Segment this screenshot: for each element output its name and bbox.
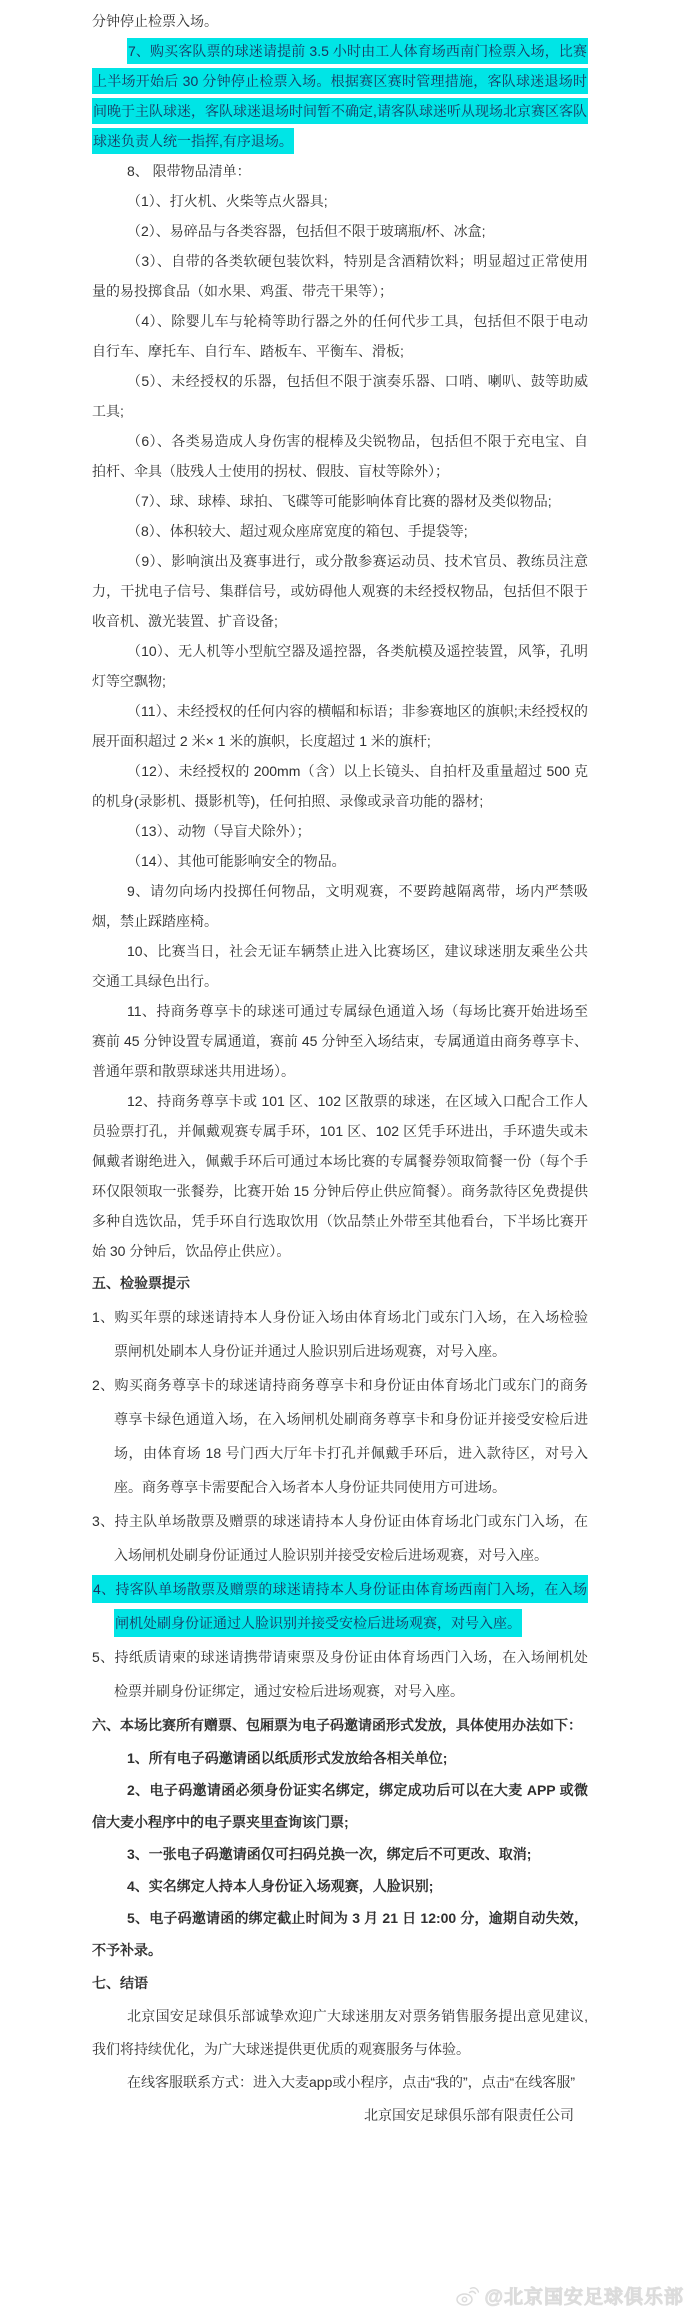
paragraph: （10）、无人机等小型航空器及遥控器，各类航模及遥控装置，风筝，孔明灯等空飘物; — [92, 643, 588, 689]
paragraph: 9、请勿向场内投掷任何物品，文明观赛，不要跨越隔离带，场内严禁吸烟，禁止踩踏座椅。 — [92, 883, 588, 929]
paragraph: 七、结语 — [92, 1975, 148, 1991]
paragraph: （6）、各类易造成人身伤害的棍棒及尖锐物品，包括但不限于充电宝、自拍杆、伞具（肢残人士使用的拐杖、假肢、盲杖等除外）； — [92, 433, 588, 479]
paragraph: （8）、体积较大、超过观众座席宽度的箱包、手提袋等; — [127, 523, 468, 539]
paragraph: 五、检验票提示 — [92, 1275, 190, 1291]
paragraph: （3）、自带的各类软硬包装饮料，特别是含酒精饮料；明显超过正常使用量的易投掷食品（如水果、鸡蛋、带壳干果等）； — [92, 253, 588, 299]
paragraph: （9）、影响演出及赛事进行，或分散参赛运动员、技术官员、教练员注意力，干扰电子信号、集群信号，或妨碍他人观赛的未经授权物品，包括但不限于收音机、激光装置、扩音设备; — [92, 553, 588, 629]
paragraph: （12）、未经授权的 200mm（含）以上长镜头、自拍杆及重量超过 500 克的机身(录影机、摄影机等)，任何拍照、录像或录音功能的器材; — [92, 763, 588, 809]
paragraph: 1、所有电子码邀请函以纸质形式发放给各相关单位; — [127, 1750, 448, 1766]
paragraph: 1、购买年票的球迷请持本人身份证入场由体育场北门或东门入场，在入场检验票闸机处刷本人身份证并通过人脸识别后进场观赛，对号入座。 — [92, 1309, 588, 1359]
paragraph: 3、一张电子码邀请函仅可扫码兑换一次，绑定后不可更改、取消; — [127, 1846, 532, 1862]
paragraph: 六、本场比赛所有赠票、包厢票为电子码邀请函形式发放，具体使用办法如下： — [92, 1717, 582, 1733]
watermark-text: @北京国安足球俱乐部 — [484, 2287, 684, 2308]
paragraph: 4、实名绑定人持本人身份证入场观赛，人脸识别; — [127, 1878, 434, 1894]
paragraph: 11、持商务尊享卡的球迷可通过专属绿色通道入场（每场比赛开始进场至赛前 45 分钟设置专属通道，赛前 45 分钟至入场结束，专属通道由商务尊享卡、普通年票和散票球迷共用进场）。 — [92, 1003, 588, 1079]
paragraph: 10、比赛当日，社会无证车辆禁止进入比赛场区，建议球迷朋友乘坐公共交通工具绿色出行。 — [92, 943, 588, 989]
highlighted-text: 7、购买客队票的球迷请提前 3.5 小时由工人体育场西南门检票入场，比赛上半场开始后 30 分钟停止检票入场。根据赛区赛时管理措施，客队球迷退场时间晚于主队球迷，客队球迷退场时间暂不确定,请客队球迷听从现场北京赛区客队球迷负责人统一指挥,有序退场。 — [92, 38, 588, 154]
paragraph: （14）、其他可能影响安全的物品。 — [127, 853, 346, 869]
paragraph — [92, 1572, 588, 1640]
paragraph: （13）、动物（导盲犬除外）； — [127, 823, 311, 839]
paragraph — [92, 36, 588, 156]
paragraph: （1）、打火机、火柴等点火器具; — [127, 193, 328, 209]
paragraph: 8、 限带物品清单： — [127, 163, 251, 179]
paragraph: （11）、未经授权的任何内容的横幅和标语；非参赛地区的旗帜;未经授权的展开面积超过 2 米× 1 米的旗帜，长度超过 1 米的旗杆; — [92, 703, 588, 749]
paragraph: 12、持商务尊享卡或 101 区、102 区散票的球迷，在区域入口配合工作人员验票打孔，并佩戴观赛专属手环，101 区、102 区凭手环进出，手环遗失或未佩戴者谢绝进入，佩戴手环后可通过本场比赛的专属餐券领取简餐一份（每个手环仅限领取一张餐券，比赛开始 15 分钟后停止供应简餐）。商务款待区免费提供多种自选饮品，凭手环自行选取饮用（饮品禁止外带至其他看台，下半场比赛开始 30 分钟后，饮品停止供应）。 — [92, 1093, 588, 1259]
paragraph: （7）、球、球棒、球拍、飞碟等可能影响体育比赛的器材及类似物品; — [127, 493, 552, 509]
paragraph: 在线客服联系方式：进入大麦app或小程序，点击“我的”，点击“在线客服” — [127, 2074, 576, 2090]
paragraph: 2、电子码邀请函必须身份证实名绑定，绑定成功后可以在大麦 APP 或微信大麦小程序中的电子票夹里查询该门票; — [92, 1782, 588, 1830]
highlighted-text: 4、持客队单场散票及赠票的球迷请持本人身份证由体育场西南门入场，在入场闸机处刷身份证通过人脸识别并接受安检后进场观赛，对号入座。 — [92, 1575, 588, 1637]
notice-body — [92, 6, 588, 2132]
paragraph: （5）、未经授权的乐器，包括但不限于演奏乐器、口哨、喇叭、鼓等助威工具; — [92, 373, 588, 419]
paragraph: （4）、除婴儿车与轮椅等助行器之外的任何代步工具，包括但不限于电动自行车、摩托车、自行车、踏板车、平衡车、滑板; — [92, 313, 588, 359]
paragraph: （2）、易碎品与各类容器，包括但不限于玻璃瓶/杯、冰盒; — [127, 223, 486, 239]
paragraph: 5、持纸质请柬的球迷请携带请柬票及身份证由体育场西门入场，在入场闸机处检票并刷身份证绑定，通过安检后进场观赛，对号入座。 — [92, 1649, 588, 1699]
paragraph: 北京国安足球俱乐部有限责任公司 — [364, 2107, 574, 2123]
paragraph: 分钟停止检票入场。 — [92, 13, 218, 29]
paragraph: 北京国安足球俱乐部诚挚欢迎广大球迷朋友对票务销售服务提出意见建议,我们将持续优化，为广大球迷提供更优质的观赛服务与体验。 — [92, 2008, 588, 2057]
paragraph: 3、持主队单场散票及赠票的球迷请持本人身份证由体育场北门或东门入场，在入场闸机处刷身份证通过人脸识别并接受安检后进场观赛，对号入座。 — [92, 1513, 588, 1563]
paragraph: 5、电子码邀请函的绑定截止时间为 3 月 21 日 12:00 分，逾期自动失效，不予补录。 — [92, 1910, 588, 1958]
paragraph: 2、购买商务尊享卡的球迷请持商务尊享卡和身份证由体育场北门或东门的商务尊享卡绿色通道入场，在入场闸机处刷商务尊享卡和身份证并接受安检后进场，由体育场 18 号门西大厅年卡打孔并佩戴手环后，进入款待区，对号入座。商务尊享卡需要配合入场者本人身份证共同使用方可进场。 — [92, 1377, 588, 1495]
weibo-icon — [455, 2284, 479, 2308]
watermark — [455, 2282, 684, 2309]
